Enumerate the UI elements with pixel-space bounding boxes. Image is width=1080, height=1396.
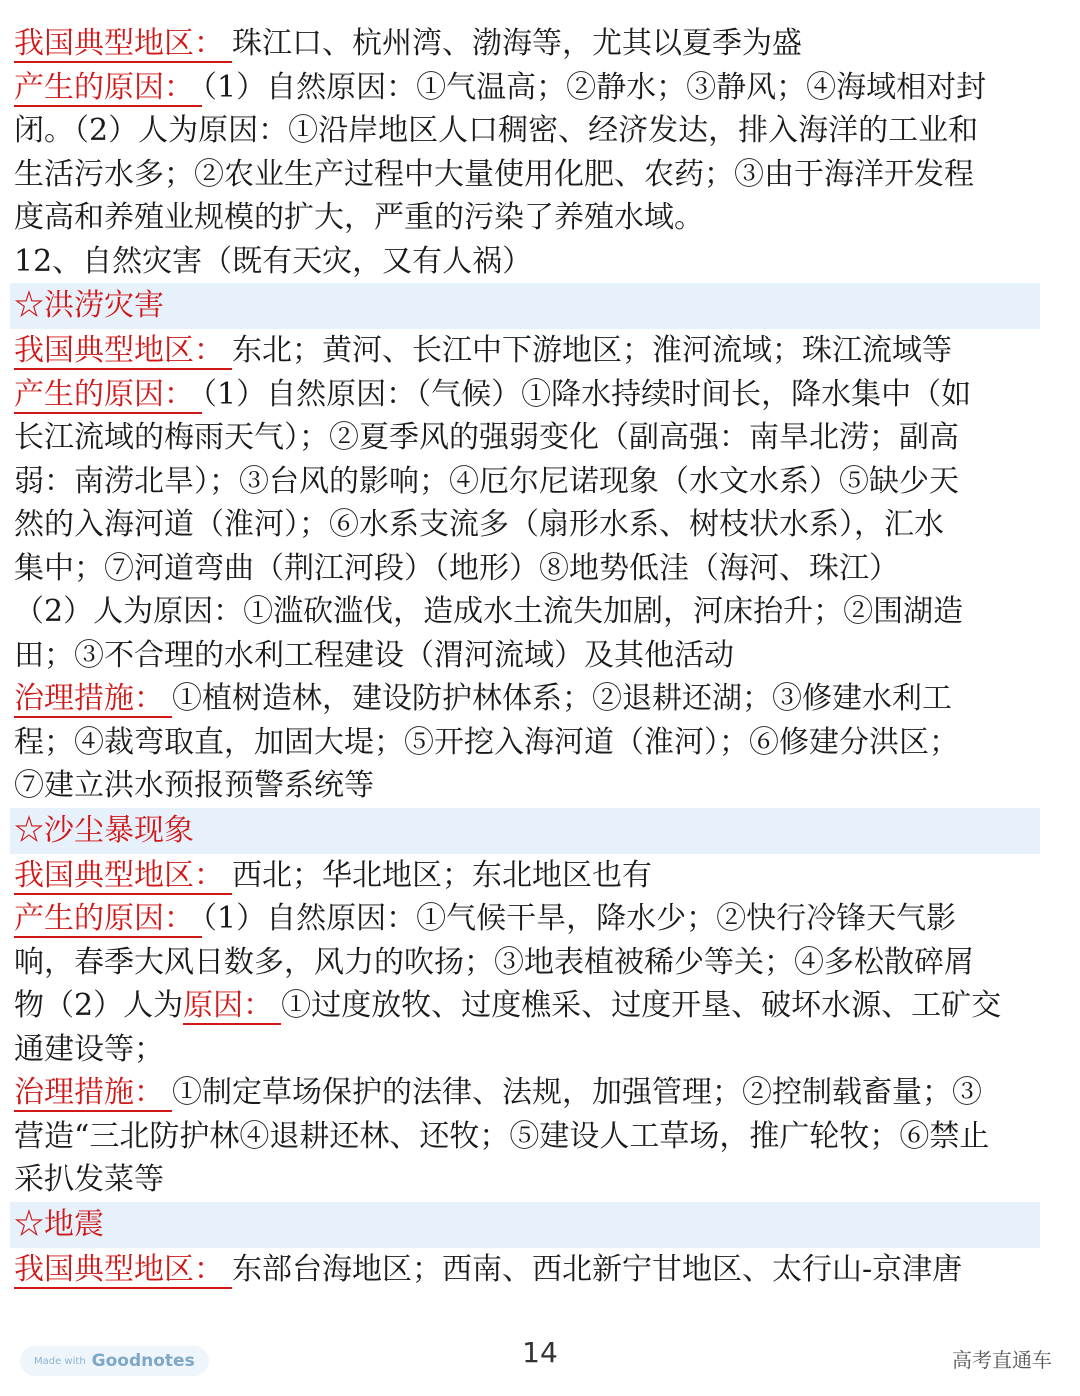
measure-label: 治理措施： xyxy=(14,681,172,718)
sandstorm-measure-line-3: 采扒发菜等 xyxy=(14,1162,164,1197)
red-tide-cause-line-2: 闭。（2）人为原因：①沿岸地区人口稠密、经济发达，排入海洋的工业和 xyxy=(14,113,979,148)
sandstorm-measure-line-1 xyxy=(14,1071,1044,1115)
flood-cause-line-6: （2）人为原因：①滥砍滥伐，造成水土流失加剧，河床抬升；②围湖造 xyxy=(14,594,964,629)
goodnotes-logo: Goodnotes xyxy=(91,1351,195,1371)
cause-label: 产生的原因： xyxy=(14,70,202,107)
sandstorm-cause-line-4: 通建设等； xyxy=(14,1031,164,1067)
region-text: 珠江口、杭州湾、渤海等，尤其以夏季为盛 xyxy=(232,26,802,61)
flood-measure-line-2: 程；④裁弯取直，加固大堤；⑤开挖入海河道（淮河）；⑥修建分洪区； xyxy=(14,724,959,760)
flood-region-line xyxy=(14,329,1044,373)
page-number: 14 xyxy=(522,1336,558,1369)
cause-text: （1）自然原因：①气候干旱，降水少；②快行冷锋天气影 xyxy=(202,901,957,936)
sandstorm-measure-line-2: 营造“三北防护林④退耕还林、还牧；⑤建设人工草场，推广轮牧；⑥禁止 xyxy=(14,1118,990,1154)
measure-text: ①制定草场保护的法律、法规，加强管理；②控制载畜量；③ xyxy=(172,1075,982,1110)
red-tide-cause-line-4: 度高和养殖业规模的扩大，严重的污染了养殖水域。 xyxy=(14,200,704,235)
cause-text: （1）自然原因：（气候）①降水持续时间长，降水集中（如 xyxy=(202,376,972,412)
measure-text: ①植树造林，建设防护林体系；②退耕还湖；③修建水利工 xyxy=(172,681,952,716)
cause-label: 产生的原因： xyxy=(14,901,202,938)
cause-prefix: 物（2）人为 xyxy=(14,988,184,1023)
document-body xyxy=(14,22,1044,1291)
cause-suffix: ①过度放牧、过度樵采、过度开垦、破坏水源、工矿交 xyxy=(281,988,1002,1023)
region-label: 我国典型地区： xyxy=(14,333,232,370)
flood-cause-line-2: 长江流域的梅雨天气）；②夏季风的强弱变化（副高强：南旱北涝；副高 xyxy=(14,420,959,455)
flood-heading: ☆洪涝灾害 xyxy=(10,283,1040,329)
flood-measure-line-1 xyxy=(14,677,1044,721)
sandstorm-heading: ☆沙尘暴现象 xyxy=(10,808,1040,854)
flood-measure-line-3: ⑦建立洪水预报预警系统等 xyxy=(14,768,374,803)
region-label: 我国典型地区： xyxy=(14,858,232,895)
red-tide-cause-line-1 xyxy=(14,66,1044,110)
sandstorm-region-line xyxy=(14,854,1044,898)
sandstorm-cause-line-3 xyxy=(14,984,1044,1028)
flood-cause-line-4: 然的入海河道（淮河）；⑥水系支流多（扇形水系、树枝状水系），汇水 xyxy=(14,507,944,542)
cause-inline-label: 原因： xyxy=(183,988,281,1025)
earthquake-region-line xyxy=(14,1248,1044,1292)
red-tide-cause-line-3: 生活污水多；②农业生产过程中大量使用化肥、农药；③由于海洋开发程 xyxy=(14,156,974,192)
flood-cause-line-1 xyxy=(14,373,1044,417)
earthquake-heading: ☆地震 xyxy=(10,1202,1040,1248)
watermark: 高考直通车 xyxy=(952,1348,1052,1372)
region-label: 我国典型地区： xyxy=(14,26,232,63)
flood-cause-line-7: 田；③不合理的水利工程建设（渭河流域）及其他活动 xyxy=(14,637,734,673)
section-12-title: 12、自然灾害（既有天灾，又有人祸） xyxy=(14,243,533,279)
flood-cause-line-3: 弱：南涝北旱）；③台风的影响；④厄尔尼诺现象（水文水系）⑤缺少天 xyxy=(14,463,959,499)
cause-label: 产生的原因： xyxy=(14,377,202,414)
flood-cause-line-5: 集中；⑦河道弯曲（荆江河段）（地形）⑧地势低洼（海河、珠江） xyxy=(14,550,899,586)
region-text: 西北；华北地区；东北地区也有 xyxy=(232,857,652,893)
region-text: 东部台海地区；西南、西北新宁甘地区、太行山-京津唐 xyxy=(232,1251,963,1287)
made-with-text: Made with xyxy=(34,1355,86,1367)
sandstorm-cause-line-1 xyxy=(14,897,1044,941)
measure-label: 治理措施： xyxy=(14,1075,172,1112)
region-text: 东北；黄河、长江中下游地区；淮河流域；珠江流域等 xyxy=(232,333,952,368)
red-tide-region-line xyxy=(14,22,1044,66)
cause-text: （1）自然原因：①气温高；②静水；③静风；④海域相对封 xyxy=(202,69,987,105)
sandstorm-cause-line-2: 响，春季大风日数多，风力的吹扬；③地表植被稀少等关；④多松散碎屑 xyxy=(14,944,974,980)
region-label: 我国典型地区： xyxy=(14,1252,232,1289)
